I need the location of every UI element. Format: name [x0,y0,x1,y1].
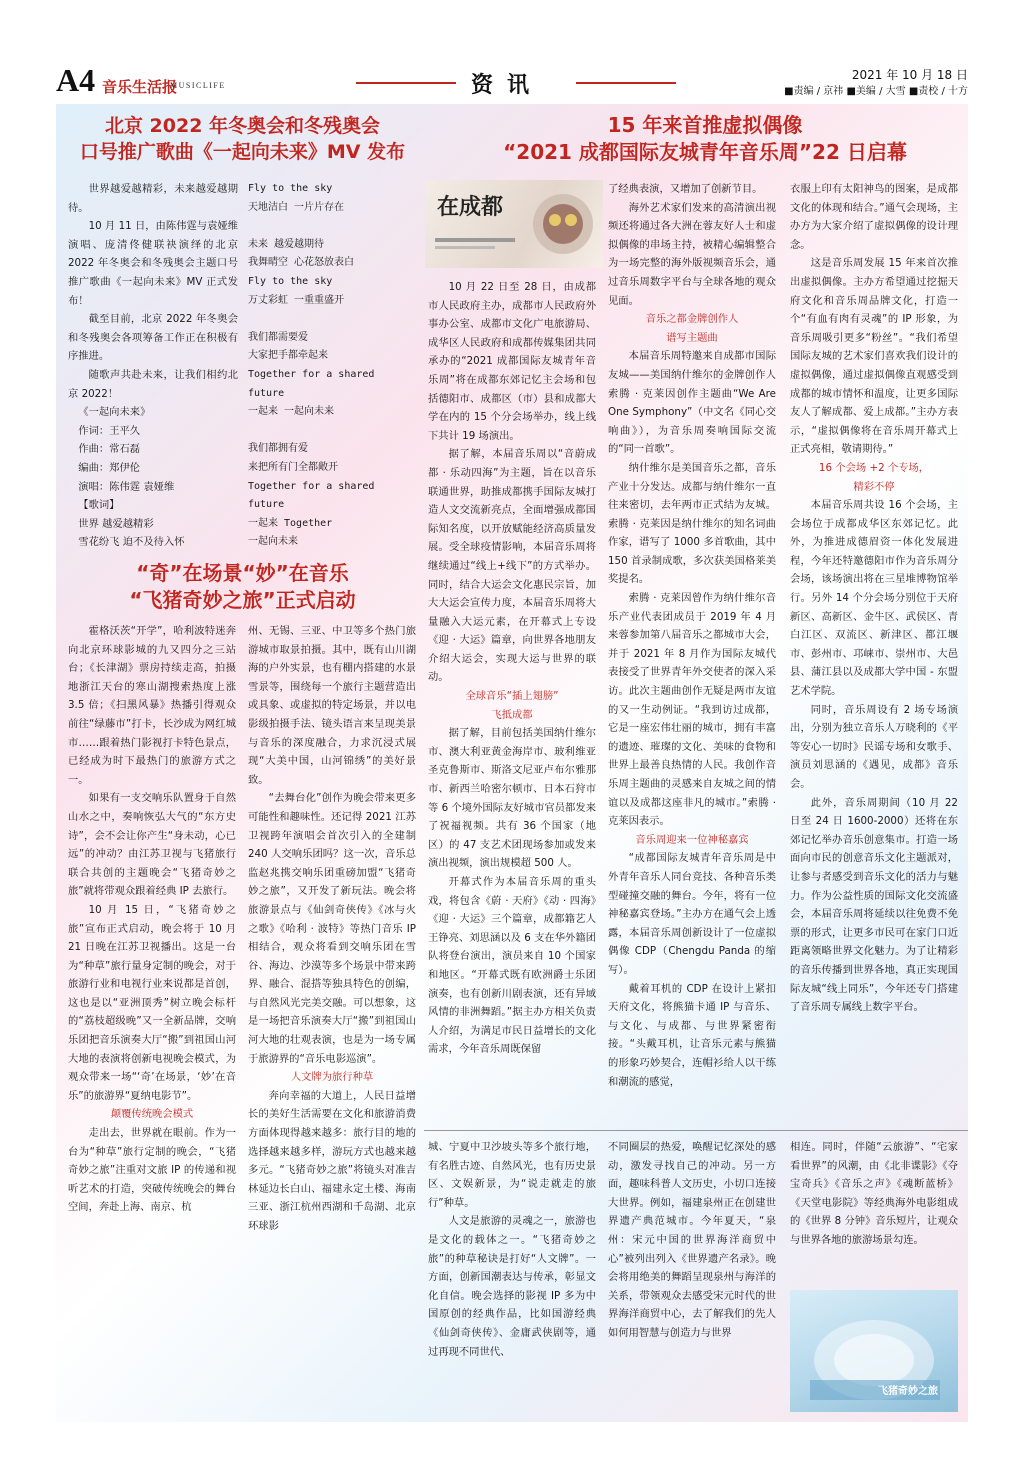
article1-column-1 [68,180,238,552]
paragraph: 同时，音乐周设有 2 场专场演出，分别为独立音乐人万晓利的《平等安心一切时》民谣专场和女歌手、演员刘思涵的《遇见，成都》音乐会。 [790,703,958,790]
paragraph: 截至目前，北京 2022 年冬奥会和冬残奥会各项筹备工作正在积极有序推进。 [68,313,238,363]
credit-line: 作词：王平久 [78,424,141,437]
paragraph: 海外艺术家们发来的高清演出视频还将通过各大洲在蓉友好人士和虚拟偶像的串场主持，被精心编辑整合为一场完整的海外版视频音乐会，通过音乐周数字平台与全球各地的观众见面。 [608,201,776,307]
paragraph: 此外，音乐周期间（10 月 22 日至 24 日 1600-2000）还将在东郊记忆举办音乐创意集市。打造一场面向市民的创意音乐文化主题派对，让参与者感受到音乐文化的活力与魅力。作为公益性质的国际文化交流盛会，本届音乐周将延续以往免费不免票的形式，让更多市民可在家门口近距离领略世界文化魅力。为了让精彩的音乐传播到世界各地，真正实现国际友城“线上同乐”，今年还专门搭建了音乐周专属线上数字平台。 [790,796,958,1014]
subheading: 人文牌为旅行种草 [290,1071,374,1084]
paragraph: 如果有一支交响乐队置身于自然山水之中，奏响恢弘大气的“东方史诗”，会不会让你产生“身未动，心已远”的冲动？由江苏卫视与飞猪旅行联合共创的主题晚会“飞猪奇妙之旅”就将带观众跟着经典 IP 去旅行。 [68,792,236,898]
paragraph: 世界越爱越精彩，未来越爱越期待。 [68,183,238,214]
credit-line: 演唱：陈伟霆 袁娅维 [78,480,175,493]
article2-headline-line1: “奇”在场景“妙”在音乐 [136,561,349,585]
header-rule-right [576,82,676,84]
article2-column-3 [428,1138,596,1361]
article2-headline-line2: “飞猪奇妙之旅”正式启动 [129,588,356,612]
article1-column-2-lyrics [248,180,420,552]
text-line [248,217,420,236]
paragraph: 了经典表演，又增加了创新节目。 [608,183,763,195]
text-line: future [248,387,285,399]
paragraph: 10 月 15 日，“飞猪奇妙之旅”宣布正式启动，晚会将于 10 月 21 日晚在江苏卫视播出。这是一台为“种草”旅行量身定制的晚会，对于旅游行业和电视行业来说都是首创，这也是以“亚洲顶秀”树立晚会标杆的“荔枝超级晚”又一全新品牌，交响乐团把音乐演奏大厅“搬”到祖国山河大地的表演将创新电视晚会模式，为观众带来一场“‘奇’在场景，‘妙’在音乐”的旅游界“夏纳电影节”。 [68,903,236,1102]
credit-line: 编曲：郑伊伦 [78,461,141,474]
credit-line: 世界 越爱越精彩 [78,517,154,530]
text-line: 来把所有门全都敞开 [248,461,338,473]
paragraph: 戴着耳机的 CDP 在设计上紧扣天府文化，将熊猫卡通 IP 与音乐、与文化、与成都、与世界紧密衔接。“头戴耳机，让音乐元素与熊猫的形象巧妙契合，连帽衫给人以干练和潮流的感觉， [608,982,776,1088]
page-number: A4 [56,62,96,98]
paragraph: 奔向幸福的大道上，人民日益增长的美好生活需要在文化和旅游消费方面体现得越来越多：旅行目的地的选择越来越多样，游玩方式也越来越多元。“飞猪奇妙之旅”将镜头对准吉林延边长白山、福建永定土楼、海南三亚、浙江杭州西湖和千岛湖、北京环球影 [248,1089,416,1232]
paragraph: 随歌声共赴未来，让我们相约北京 2022！ [68,368,238,400]
text-line: future [248,499,285,511]
paragraph: 不同圈层的热爱，唤醒记忆深处的感动，激发寻找自己的冲动。另一方面，趣味科普人文历史，小切口连接大世界。例如，福建泉州正在创建世界遗产典范城市。今年夏天，“泉州：宋元中国的世界海洋商贸中心”被列出列入《世界遗产名录》。晚会将用绝美的舞蹈呈现泉州与海洋的关系，带领观众去感受宋元时代的世界海洋商贸中心，去了解我们的先人如何用智慧与创造力与世界 [608,1141,776,1339]
article2-column-4 [608,1138,776,1343]
paragraph: 本届音乐周特邀来自成都市国际友城——美国纳什维尔的金牌创作人索腾 · 克莱因创作主题曲“We Are One Symphony”（中文名《同心交响曲》），为音乐周奏响国际交流的“同一首歌”。 [608,350,776,456]
article3-headline-line2: “2021 成都国际友城青年音乐周”22 日启幕 [503,140,907,164]
text-line: Together for a shared [248,480,375,492]
text-line: Fly to the sky [248,275,333,287]
article1-headline [60,114,425,165]
article2-column-2 [248,622,416,1236]
article3-column-1 [428,278,596,1059]
paragraph: 据了解，本届音乐周以“音蔚成都 · 乐动四海”为主题，旨在以音乐联通世界，助推成都携手国际友城打造人文交流新亮点，全面增强成都国际知名度，以开放赋能经济高质量发展。受全球疫情影响，本届音乐周将继续通过“线上+线下”的方式举办。同时，结合大运会文化惠民宗旨，加大大运会宣传力度，本届音乐周将大量融入大运元素，在开幕式上专设《迎 · 大运》篇章，向世界各地朋友介绍大运会，实现大运与世界的联动。 [428,448,596,684]
paragraph: “去舞台化”创作为晚会带来更多可能性和趣味性。还记得 2021 江苏卫视跨年演唱会首次引入的全建制 240 人交响乐团吗？这一次，音乐总监赵兆携交响乐团重磅加盟“飞猪奇妙之旅”，又开发了新玩法。晚会将旅游景点与《仙剑奇侠传》《冰与火之歌》《哈利 · 波特》等热门音乐 IP 相结合，观众将看到交响乐团在雪谷、海边、沙漠等多个场景中带来跨界、融合、混搭等独具特色的创编，与自然风光完美交融。可以想象，这是一场把音乐演奏大厅“搬”到祖国山河大地的壮观表演，也是为一场专属于旅游界的“音乐电影巡演”。 [248,792,416,1065]
paragraph: 开幕式作为本届音乐周的重头戏，将包含《蔚 · 天府》《动 · 四海》《迎 · 大运》三个篇章，成都籍艺人王铮亮、刘思涵以及 6 支在华外籍团队将登台演出，演员来自 10 个国家和地区。“开幕式既有欧洲爵士乐团演奏，也有创新川剧表演，还有异域风情的非洲舞蹈。”据主办方相关负责人介绍，为满足市民日益增长的文化需求，今年音乐周既保留 [428,876,596,1056]
paragraph: “成都国际友城青年音乐周是中外青年音乐人同台竞技、各种音乐类型碰撞交融的舞台。今年，将有一位神秘嘉宾登场。”主办方在通气会上透露，本届音乐周创新设计了一位虚拟偶像 CDP（Chengdu Panda 的缩写）。 [608,852,776,976]
credit-line: 作曲：常石磊 [78,443,141,456]
column-divider [424,1130,968,1131]
subheading: 颠覆传统晚会模式 [110,1108,194,1121]
paragraph: 衣服上印有太阳神鸟的图案，是成都文化的体现和结合。”通气会现场，主办方为大家介绍了虚拟偶像的设计理念。 [790,183,958,251]
text-line: 未来 越爱越期待 [248,238,325,250]
article3-column-3 [790,180,958,1017]
subheading: 精彩不停 [853,480,895,493]
paragraph: 人文是旅游的灵魂之一，旅游也是文化的载体之一。“飞猪奇妙之旅”的种草秘诀是打好“人文牌”。一方面，创新国潮表达与传承，彰显文化自信。晚会选择的影视 IP 多为中国原创的经典作品，比如国游经典《仙剑奇侠传》、金庸武侠剧等，通过再现不同世代、 [428,1215,596,1358]
text-line: 我舞晴空 心花怒放表白 [248,257,355,269]
photo-logo-text: 在成都 [437,194,504,220]
text-line [248,422,420,441]
page-header [56,62,968,98]
paragraph: 霍格沃茨“开学”，哈利波特迷奔向北京环球影城的九又四分之三站台；《长津湖》票房持续走高，拍摄地浙江天台的寒山湖搜索热度上涨 3.5 倍；《扫黑风暴》热播引得观众前往“绿藤市”打卡，长沙成为网红城市……跟着热门影视打卡特色景点，已经成为时下最热门的旅游方式之一。 [68,625,236,786]
paper-name: 音乐生活报 [102,78,178,96]
article1-headline-line2: 口号推广歌曲《一起向未来》MV 发布 [79,140,406,163]
paragraph: 10 月 11 日，由陈伟霆与袁娅维演唱、庞清佟健联袂演绎的北京 2022 年冬奥会和冬残奥会主题口号推广歌曲《一起向未来》MV 正式发布！ [68,220,238,307]
text-line: 我们都需要爱 [248,331,308,343]
text-line [248,310,420,329]
article2-column-5 [790,1138,958,1250]
article3-column-2 [608,180,776,1091]
paragraph: 这是音乐周发展 15 年来首次推出虚拟偶像。主办方希望通过挖掘天府文化和音乐周品牌文化，打造一个“有血有肉有灵魂”的 IP 形象，为音乐周吸引更多“粉丝”。“我们希望国际友城的艺术家们喜欢我们设计的虚拟偶像，通过虚拟偶像直观感受到成都的城市情怀和温度，让更多国际友人了解成都、爱上成都。”主办方表示，“虚拟偶像将在音乐周开幕式上正式亮相，敬请期待。” [790,257,958,456]
subheading: 飞抵成都 [491,708,533,721]
text-line: Together for a shared [248,368,375,380]
text-line: 我们都拥有爱 [248,443,308,455]
article2-column-1 [68,622,236,1217]
credit-line: 雪花纷飞 迫不及待入怀 [78,536,185,549]
text-line: 天地洁白 一片片存在 [248,201,345,213]
subheading: 全球音乐“插上翅膀” [465,690,559,703]
chengdu-music-week-photo [425,180,603,268]
paragraph: 10 月 22 日至 28 日，由成都市人民政府主办，成都市人民政府外事办公室、成都市文化广电旅游局、成华区人民政府和成都传媒集团共同承办的“2021 成都国际友城青年音乐周”将在成都东郊记忆主会场和包括德阳市、成都区（市）县和成都大学在内的 15 个分会场举办，线上线下共计 19 场演出。 [428,281,596,442]
section-title: 资讯 [471,73,544,98]
paragraph: 据了解，目前包括美国纳什维尔市、澳大利亚黄金海岸市、玻利维亚圣克鲁斯市、斯洛文尼亚卢布尔雅那市、新西兰哈密尔顿市、日本石狩市等 6 个境外国际友好城市官员都发来了祝福视频。共有 36 个国家（地区）的 47 支艺术团现场参加或发来演出视频，演出规模超 500 人。 [428,727,596,870]
text-line: 万丈彩虹 一重重盛开 [248,294,345,306]
subheading: 16 个会场 +2 个专场， [818,461,930,474]
paragraph: 城、宁夏中卫沙坡头等多个旅行地，有名胜古迹、自然风光，也有历史景区、文娱新景，为“说走就走的旅行”种草。 [428,1141,596,1209]
text-line: 一起来 Together [248,517,333,529]
text-line: 大家把手都牵起来 [248,350,328,362]
article2-headline [60,560,425,614]
flying-pig-show-photo [790,1290,958,1412]
header-rule-left [356,82,456,84]
editor-credits: ■责编 / 京祎 ■美编 / 大雪 ■责校 / 十方 [784,86,968,97]
credit-line: 【歌词】 [78,499,120,512]
paper-name-en: MUSICLIFE [170,81,226,90]
article3-headline [470,112,940,166]
subheading: 谱写主题曲 [666,331,718,344]
paragraph: 走出去，世界就在眼前。作为一台为“种草”旅行定制的晚会，“飞猪奇妙之旅”注重对文旅 IP 的传递和视听艺术的打造，突破传统晚会的舞台空间，奔赴上海、南京、杭 [68,1127,236,1214]
subheading: 音乐之都金牌创作人 [645,313,739,326]
photo-caption-logo: 飞猪奇妙之旅 [878,1386,938,1397]
paragraph: 纳什维尔是美国音乐之都，音乐产业十分发达。成都与纳什维尔一直往来密切，去年两市正式结为友城。索腾 · 克莱因是纳什维尔的知名词曲作家，谱写了 1000 多首歌曲，其中 150 首录制成歌，多次获美国格莱美奖提名。 [608,461,776,586]
paragraph: 索腾 · 克莱因曾作为纳什维尔音乐产业代表团成员于 2019 年 4 月来蓉参加第八届音乐之都城市大会，并于 2021 年 8 月作为国际友城代表接受了世界青年外交使者的深入采访。此次主题曲创作无疑是两市友谊的又一生动例证。“我到访过成都，它是一座宏伟壮丽的城市，拥有丰富的遗迹、璀璨的文化、美味的食物和世界上最善良热情的人民。我创作音乐周主题曲的灵感来自友城之间的情谊以及成都这座非凡的城市。”索腾 · 克莱因表示。 [608,592,776,828]
article3-headline-line1: 15 年来首推虚拟偶像 [607,113,803,137]
subheading: 音乐周迎来一位神秘嘉宾 [635,833,749,846]
article1-headline-line1: 北京 2022 年冬奥会和冬残奥会 [104,115,381,137]
text-line: 一起向未来 [248,536,298,548]
text-line: Fly to the sky [248,183,333,194]
issue-date: 2021 年 10 月 18 日 [851,68,968,82]
credit-line: 《一起向未来》 [78,406,151,419]
paragraph: 相连。同时，伴随“云旅游”、“宅家看世界”的风潮，由《北非谍影》《夺宝奇兵》《音乐之声》《魂断蓝桥》《天堂电影院》等经典海外电影组成的《世界 8 分钟》音乐短片，让观众与世界各地的旅游场景勾连。 [790,1141,958,1246]
paragraph: 本届音乐周共设 16 个会场，主会场位于成都成华区东郊记忆。此外，为推进成德眉资一体化发展进程，今年还特邀德阳市作为音乐周分会场，该场演出将在三星堆博物馆举行。另外 14 个分会场分别位于天府新区、高新区、金牛区、武侯区、青白江区、双流区、新津区、都江堰市、彭州市、邛崃市、崇州市、大邑县、蒲江县以及成都大学中国 - 东盟艺术学院。 [790,499,958,698]
text-line: 一起来 一起向未来 [248,406,335,418]
paragraph: 州、无锡、三亚、中卫等多个热门旅游城市取景拍摄。其中，既有山川湖海的户外实景，也有棚内搭建的水景雪景等，围绕每一个旅行主题营造出或具象、或虚拟的特定场景，并以电影级拍摄手法、镜头语言来呈现美景与音乐的深度融合，力求沉浸式展现“大美中国，山河锦绣”的美好景致。 [248,625,416,786]
